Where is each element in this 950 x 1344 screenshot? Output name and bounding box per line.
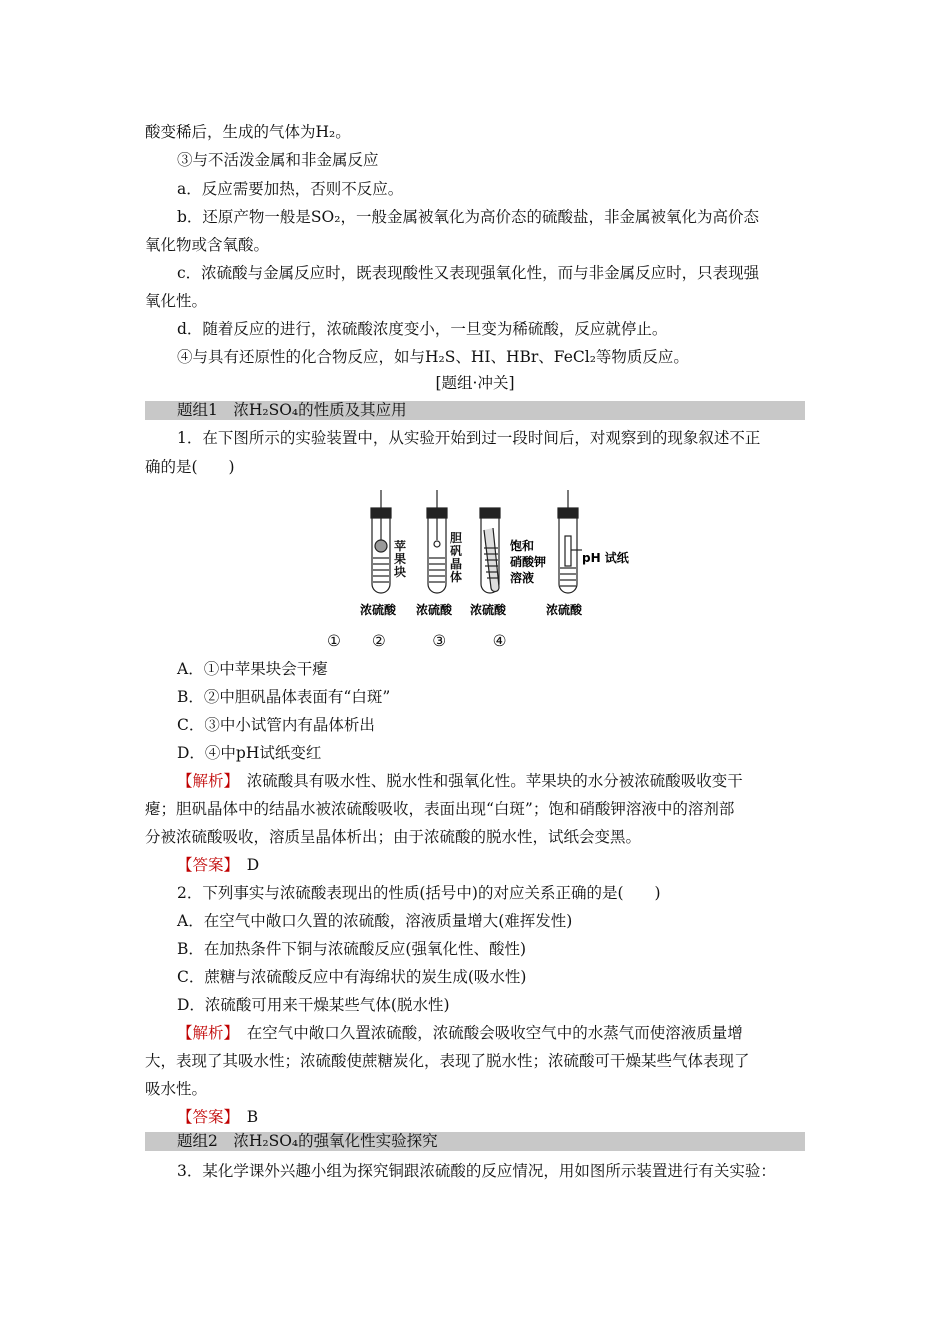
question-2-stem: 2．下列事实与浓硫酸表现出的性质(括号中)的对应关系正确的是( ) (177, 884, 661, 902)
explanation-2-line: 吸水性。 (145, 1080, 208, 1098)
explanation-label: 【解析】 (177, 772, 232, 790)
answer-1-line (177, 854, 259, 876)
text-line: c．浓硫酸与金属反应时，既表现酸性又表现强氧化性，而与非金属反应时，只表现强 (177, 264, 760, 282)
text-line: ③与不活泼金属和非金属反应 (177, 151, 379, 169)
option-c: C．③中小试管内有晶体析出 (177, 716, 375, 734)
explanation-text: 在空气中敞口久置浓硫酸，浓硫酸会吸收空气中的水蒸气而使溶液质量增 (231, 1024, 743, 1042)
label-ph-paper: pH 试纸 (582, 551, 629, 565)
text-line: ④与具有还原性的化合物反应，如与H₂S、HI、HBr、FeCl₂等物质反应。 (177, 348, 689, 366)
group-header-2 (145, 1132, 805, 1151)
label-acid-1: 浓硫酸 (360, 603, 397, 617)
option-c: C．蔗糖与浓硫酸反应中有海绵状的炭生成(吸水性) (177, 968, 527, 986)
label-saturated: 饱和 (510, 539, 535, 553)
question-1-stem: 1．在下图所示的实验装置中，从实验开始到过一段时间后，对观察到的现象叙述不正 (177, 429, 761, 447)
text-line: d．随着反应的进行，浓硫酸浓度变小，一旦变为稀硫酸，反应就停止。 (177, 320, 668, 338)
explanation-1-line: 瘪；胆矾晶体中的结晶水被浓硫酸吸收，表面出现“白斑”；饱和硝酸钾溶液中的溶剂部 (145, 800, 735, 818)
text-line: 氧化物或含氧酸。 (145, 236, 270, 254)
answer-label: 【答案】 (177, 856, 232, 874)
text-line: a．反应需要加热，否则不反应。 (177, 180, 404, 198)
text-line: 酸变稀后，生成的气体为H₂。 (145, 123, 351, 141)
experiment-figure (350, 488, 630, 623)
answer-2-line (177, 1106, 258, 1128)
explanation-text: 浓硫酸具有吸水性、脱水性和强氧化性。苹果块的水分被浓硫酸吸收变干 (231, 772, 743, 790)
answer-text: D (231, 856, 260, 874)
question-3-stem: 3．某化学课外兴趣小组为探究铜跟浓硫酸的反应情况，用如图所示装置进行有关实验： (177, 1162, 776, 1180)
answer-text: B (231, 1108, 259, 1126)
explanation-1-line: 分被浓硫酸吸收，溶质呈晶体析出；由于浓硫酸的脱水性，试纸会变黑。 (145, 828, 642, 846)
option-b: B．②中胆矾晶体表面有“白斑” (177, 688, 391, 706)
option-d: D．浓硫酸可用来干燥某些气体(脱水性) (177, 996, 450, 1014)
option-d: D．④中pH试纸变红 (177, 744, 322, 762)
answer-label: 【答案】 (177, 1108, 232, 1126)
explanation-1-line (177, 770, 743, 792)
option-a: A．在空气中敞口久置的浓硫酸，溶液质量增大(难挥发性) (177, 912, 573, 930)
figure-numbers: ① ② ③ ④ (327, 632, 507, 650)
label-acid-4: 浓硫酸 (546, 603, 583, 617)
label-solution: 溶液 (510, 571, 535, 585)
explanation-label: 【解析】 (177, 1024, 232, 1042)
section-title: [题组·冲关] (435, 374, 515, 392)
label-apple: 苹果块 (394, 540, 407, 579)
label-kno3: 硝酸钾 (510, 555, 547, 569)
option-b: B．在加热条件下铜与浓硫酸反应(强氧化性、酸性) (177, 940, 526, 958)
label-crystal: 胆矾晶体 (450, 532, 463, 584)
group-header-1 (145, 401, 805, 420)
explanation-2-line: 大，表现了其吸水性；浓硫酸使蔗糖炭化，表现了脱水性；浓硫酸可干燥某些气体表现了 (145, 1052, 750, 1070)
group-header-1-text: 题组1 浓H₂SO₄的性质及其应用 (177, 401, 407, 419)
explanation-2-line (177, 1022, 743, 1044)
label-acid-2: 浓硫酸 (416, 603, 453, 617)
text-line: b．还原产物一般是SO₂，一般金属被氧化为高价态的硫酸盐，非金属被氧化为高价态 (177, 208, 759, 226)
text-line: 氧化性。 (145, 292, 208, 310)
label-acid-3: 浓硫酸 (470, 603, 507, 617)
group-header-2-text: 题组2 浓H₂SO₄的强氧化性实验探究 (177, 1132, 438, 1150)
option-a: A．①中苹果块会干瘪 (177, 660, 328, 678)
question-1-stem-cont: 确的是( ) (145, 458, 235, 476)
